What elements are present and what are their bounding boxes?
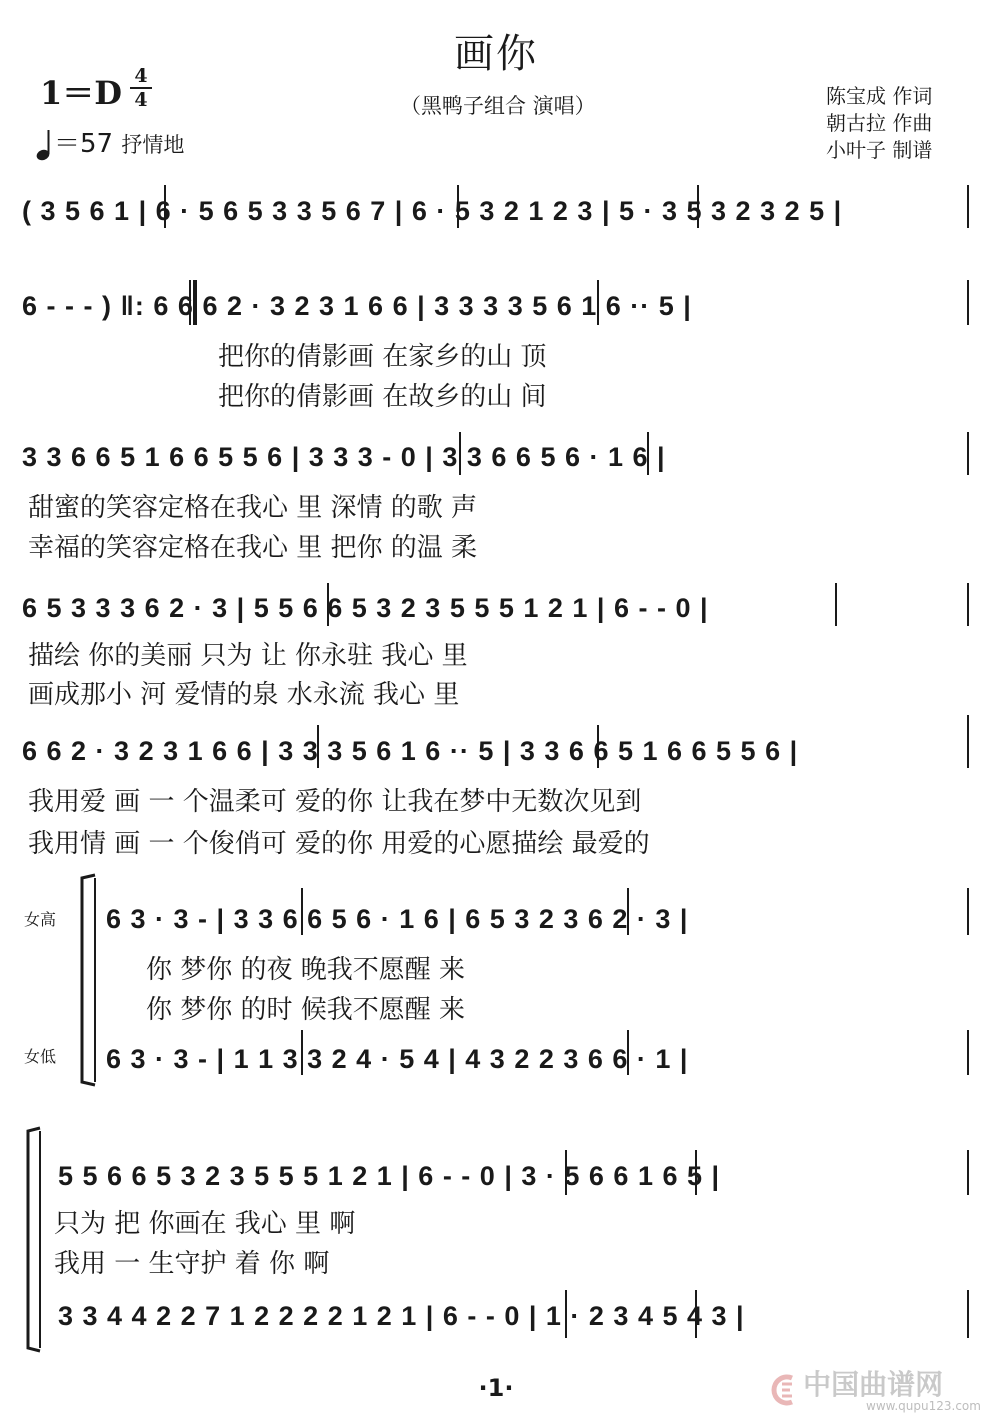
tempo-mood: 抒情地	[121, 133, 185, 157]
meter-bottom: 4	[134, 89, 148, 111]
page-number: ·1·	[478, 1374, 514, 1402]
lyricist-credit: 陈宝成 作词	[826, 84, 933, 108]
part-label-soprano: 女高	[24, 910, 57, 929]
site-logo-icon	[770, 1374, 798, 1406]
notation-line-5: 6 6 2 · 3 2 3 1 6 6 | 3 3 3 5 6 1 6 ·· 5 | 3 3 6 6 5 1 6 6 5 5 6 |	[22, 736, 799, 766]
lyrics-verse2-line6: 我用 一 生守护 着 你 啊	[54, 1249, 330, 1279]
key-signature: 1＝D	[40, 74, 123, 112]
alto-line-1: 6 3 · 3 - | 1 1 3 3 2 4 · 5 4 | 4 3 2 2 3 6 6 · 1 |	[106, 1044, 689, 1074]
lyrics-verse2-line2: 幸福的笑容定格在我心 里 把你 的温 柔	[28, 533, 478, 563]
alto-line-2: 3 3 4 4 2 2 7 1 2 2 2 2 1 2 1 | 6 - - 0 | 1 · 2 3 4 5 4 3 |	[58, 1301, 745, 1331]
lyrics-verse1-line1: 把你的倩影画 在家乡的山 顶	[218, 342, 547, 372]
lyrics-verse2-line3: 画成那小 河 爱情的泉 水永流 我心 里	[28, 680, 460, 710]
watermark-url: www.qupu123.com	[866, 1399, 981, 1413]
page-title: 画你	[454, 31, 538, 77]
lyrics-verse1-line6: 只为 把 你画在 我心 里 啊	[54, 1209, 356, 1239]
part-label-alto: 女低	[24, 1047, 57, 1066]
notation-line-2: 6 - - - ) ‖: 6 6 6 2 · 3 2 3 1 6 6 | 3 3 3 3 5 6 1 6 ·· 5 |	[22, 291, 692, 321]
soprano-line-2: 5 5 6 6 5 3 2 3 5 5 5 1 2 1 | 6 - - 0 | 3 · 5 6 6 1 6 5 |	[58, 1161, 721, 1191]
soprano-line-1: 6 3 · 3 - | 3 3 6 6 5 6 · 1 6 | 6 5 3 2 3 6 2 · 3 |	[106, 904, 689, 934]
tempo-value: ＝57	[54, 129, 114, 159]
watermark-text: 中国曲谱网	[803, 1368, 944, 1401]
notation-line-3: 3 3 6 6 5 1 6 6 5 5 6 | 3 3 3 - 0 | 3 3 6 6 5 6 · 1 6 |	[22, 442, 666, 472]
notation-line-1: ( 3 5 6 1 | 6 · 5 6 5 3 3 5 6 7 | 6 · 5 3 2 1 2 3 | 5 · 3 5 3 2 3 2 5 |	[22, 196, 843, 226]
lyrics-verse2-line4: 我用情 画 一 个俊俏可 爱的你 用爱的心愿描绘 最爱的	[28, 829, 650, 859]
meter-top: 4	[134, 65, 148, 87]
lyrics-verse1-line2: 甜蜜的笑容定格在我心 里 深情 的歌 声	[28, 493, 478, 523]
lyrics-verse2-line1: 把你的倩影画 在故乡的山 间	[218, 382, 547, 412]
system-brackets	[28, 875, 95, 1351]
notation-line-4: 6 5 3 3 3 6 2 · 3 | 5 5 6 6 5 3 2 3 5 5 5 1 2 1 | 6 - - 0 |	[22, 593, 709, 623]
watermark	[770, 1363, 981, 1413]
lyrics-verse1-line5: 你 梦你 的夜 晚我不愿醒 来	[146, 955, 466, 985]
performer-credit: （黑鸭子组合 演唱）	[400, 94, 596, 118]
composer-credit: 朝古拉 作曲	[826, 111, 933, 135]
arranger-credit: 小叶子 制谱	[826, 138, 933, 162]
lyrics-verse1-line3: 描绘 你的美丽 只为 让 你永驻 我心 里	[28, 641, 468, 671]
lyrics-verse1-line4: 我用爱 画 一 个温柔可 爱的你 让我在梦中无数次见到	[28, 787, 642, 817]
lyrics-verse2-line5: 你 梦你 的时 候我不愿醒 来	[146, 995, 466, 1025]
